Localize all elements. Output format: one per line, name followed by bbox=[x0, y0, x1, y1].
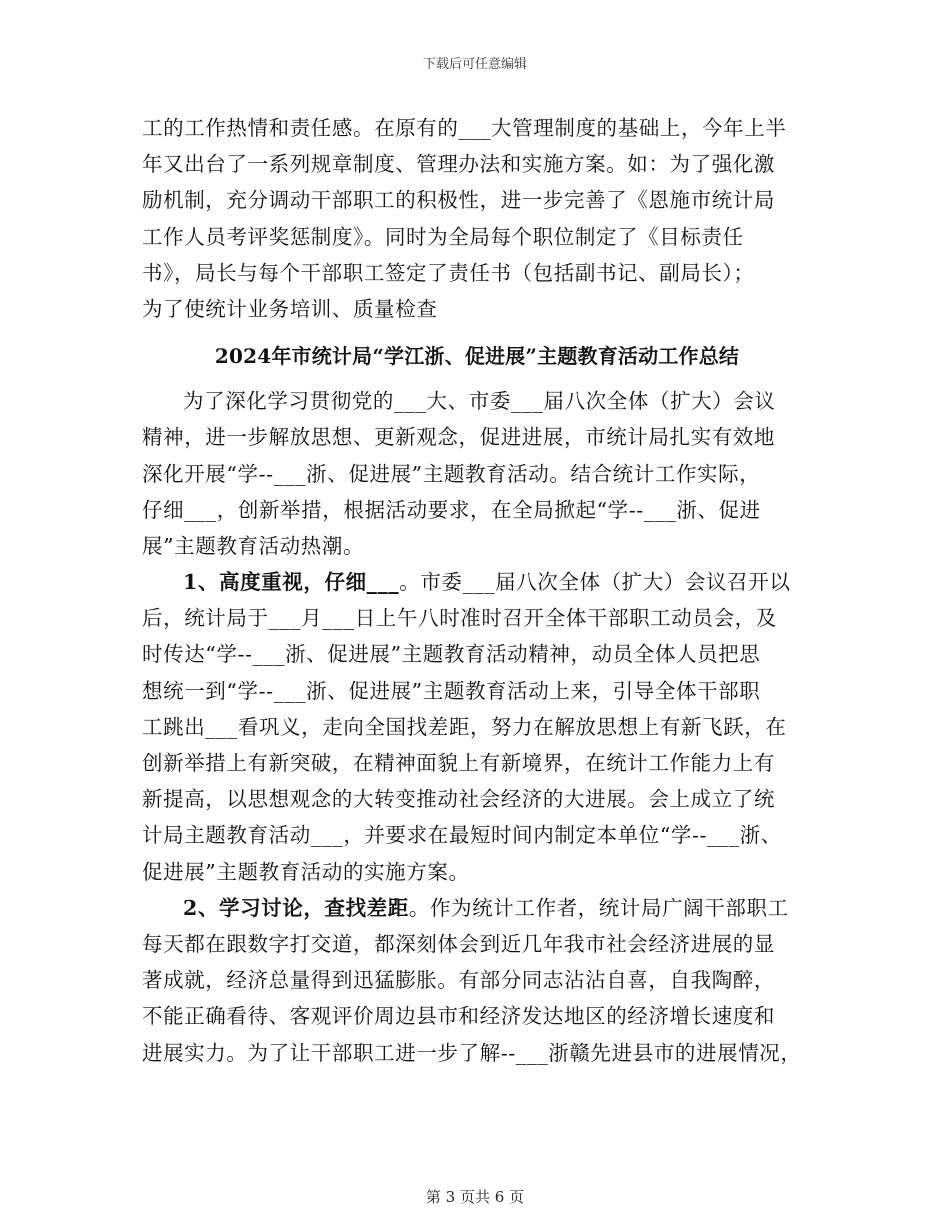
text-line bbox=[142, 564, 812, 600]
text-line: 每天都在跟数字打交道，都深刻体会到近几年我市社会经济进展的显 bbox=[142, 931, 775, 956]
text-line: 后，统计局于___月___日上午八时准时召开全体干部职工动员会，及 bbox=[142, 606, 777, 631]
text-line: 年又出台了一系列规章制度、管理办法和实施方案。如：为了强化激 bbox=[142, 152, 775, 177]
section-2-heading: 2、学习讨论，查找差距 bbox=[183, 895, 409, 920]
text-line: 创新举措上有新突破，在精神面貌上有新境界，在统计工作能力上有 bbox=[142, 751, 775, 775]
section-2-first-line: 。作为统计工作者，统计局广阔干部职工 bbox=[408, 895, 789, 920]
text-line: 仔细___，创新举措，根据活动要求，在全局掀起“学--___浙、促进 bbox=[142, 497, 761, 522]
text-line: 进展实力。为了让干部职工进一步了解--___浙赣先进县市的进展情况， bbox=[142, 1040, 802, 1065]
section-1-paragraph bbox=[142, 564, 812, 890]
text-line: 新提高，以思想观念的大转变推动社会经济的大进展。会上成立了统 bbox=[142, 787, 775, 812]
text-line: 计局主题教育活动___，并要求在最短时间内制定本单位“学--___浙、 bbox=[142, 823, 782, 848]
text-line: 著成就，经济总量得到迅猛膨胀。有部分同志沾沾自喜，自我陶醉， bbox=[142, 968, 775, 993]
section-2-paragraph bbox=[142, 890, 812, 1071]
text-line: 想统一到“学--___浙、促进展”主题教育活动上来，引导全体干部职 bbox=[142, 678, 761, 703]
text-line: 书》，局长与每个干部职工签定了责任书（包括副书记、副局长）； bbox=[142, 260, 755, 285]
document-body bbox=[142, 110, 812, 1071]
page-footer: 第 3 页共 6 页 bbox=[425, 1188, 525, 1206]
section-1-heading: 1、高度重视，仔细___ bbox=[183, 570, 400, 595]
text-line: 促进展”主题教育活动的实施方案。 bbox=[142, 859, 470, 884]
page-header: 下载后可任意编辑 bbox=[422, 57, 527, 72]
opening-paragraph bbox=[142, 383, 812, 564]
text-line: 工跳出___看巩义，走向全国找差距，努力在解放思想上有新飞跃，在 bbox=[142, 714, 787, 739]
text-line: 为了深化学习贯彻党的___大、市委___届八次全体（扩大）会议 bbox=[183, 389, 776, 414]
text-line: 工作人员考评奖惩制度》。同时为全局每个职位制定了《目标责任 bbox=[142, 224, 744, 249]
text-line: 深化开展“学--___浙、促进展”主题教育活动。结合统计工作实际， bbox=[142, 461, 761, 486]
text-line bbox=[142, 890, 812, 926]
section-1-first-line: 。市委___届八次全体（扩大）会议召开以 bbox=[399, 570, 791, 595]
text-line: 为了使统计业务培训、质量检查 bbox=[142, 296, 438, 321]
text-line: 时传达“学--___浙、促进展”主题教育活动精神，动员全体人员把思 bbox=[142, 642, 761, 667]
text-line: 精神，进一步解放思想、更新观念，促进进展，市统计局扎实有效地 bbox=[142, 425, 775, 450]
document-title: 2024年市统计局“学江浙、促进展”主题教育活动工作总结 bbox=[214, 344, 740, 369]
intro-paragraph bbox=[142, 110, 812, 327]
text-line: 不能正确看待、客观评价周边县市和经济发达地区的经济增长速度和 bbox=[142, 1004, 775, 1029]
text-line: 励机制，充分调动干部职工的积极性，进一步完善了《恩施市统计局 bbox=[142, 188, 775, 213]
text-line: 工的工作热情和责任感。在原有的___大管理制度的基础上，今年上半 bbox=[142, 116, 787, 140]
text-line: 展”主题教育活动热潮。 bbox=[142, 533, 365, 558]
